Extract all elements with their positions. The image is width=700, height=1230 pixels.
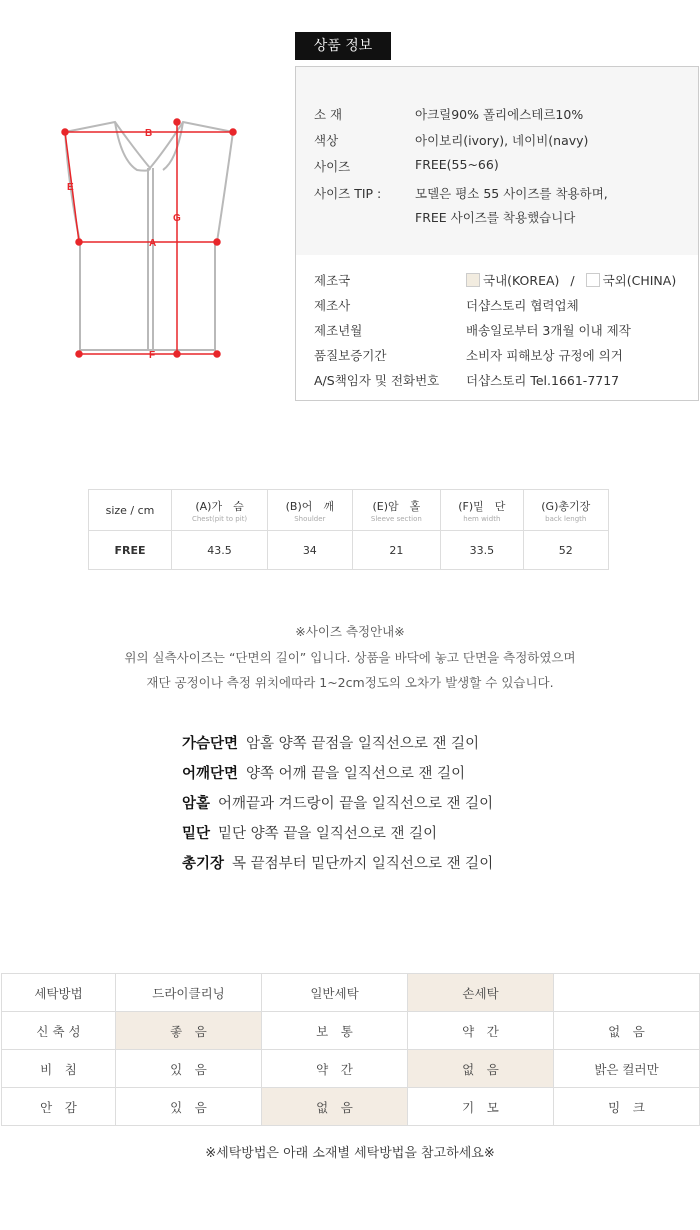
wash-cell: 보 통 — [262, 1012, 408, 1050]
size-value-length: 52 — [523, 531, 608, 570]
measure-note-title: ※사이즈 측정안내※ — [295, 624, 405, 639]
wash-cell: 안 감 — [2, 1088, 116, 1126]
definition-hem: 밑단 밑단 양쪽 끝을 일직선으로 잰 길이 — [182, 826, 438, 842]
wash-cell: 약 간 — [262, 1050, 408, 1088]
label-f: F — [149, 350, 156, 361]
wash-cell: 약 간 — [408, 1012, 554, 1050]
definition-shoulder: 어깨단면 양쪽 어깨 끝을 일직선으로 잰 길이 — [182, 766, 466, 782]
size-row-label: FREE — [89, 531, 172, 570]
color-label: 색상 — [314, 133, 339, 148]
definition-length: 총기장 목 끝점부터 밑단까지 일직선으로 잰 길이 — [182, 856, 494, 872]
wash-row-stretch — [2, 1012, 700, 1050]
size-tip-value: 모델은 평소 55 사이즈를 착용하며, — [415, 186, 608, 201]
country-separator: / — [570, 273, 575, 288]
size-table-header-row — [89, 490, 609, 531]
label-a: A — [149, 238, 157, 249]
warranty-label: 품질보증기간 — [314, 348, 387, 363]
wash-cell: 신 축 성 — [2, 1012, 116, 1050]
wash-cell: 밍 크 — [554, 1088, 700, 1126]
color-value: 아이보리(ivory), 네이비(navy) — [415, 133, 589, 148]
wash-cell-selected: 좋 음 — [116, 1012, 262, 1050]
wash-cell: 비 침 — [2, 1050, 116, 1088]
size-table — [88, 489, 609, 570]
wash-cell-selected: 없 음 — [262, 1088, 408, 1126]
wash-note: ※세탁방법은 아래 소재별 세탁방법을 참고하세요※ — [205, 1146, 495, 1161]
china-checkbox — [586, 273, 600, 287]
wash-row-sheer — [2, 1050, 700, 1088]
material-label: 소 재 — [314, 107, 343, 122]
measure-note-line2: 재단 공정이나 측정 위치에따라 1~2cm정도의 오차가 발생할 수 있습니다. — [146, 675, 554, 690]
size-value-chest: 43.5 — [172, 531, 268, 570]
label-b: B — [145, 128, 153, 139]
wash-cell-selected: 손세탁 — [408, 974, 554, 1012]
country-china: 국외(CHINA) — [602, 273, 677, 288]
label-e: E — [67, 182, 74, 193]
wash-cell: 있 음 — [116, 1088, 262, 1126]
maker-value: 더샵스토리 협력업체 — [466, 298, 579, 313]
size-tip-label: 사이즈 TIP : — [314, 186, 382, 201]
wash-cell: 세탁방법 — [2, 974, 116, 1012]
as-contact-label: A/S책임자 및 전화번호 — [314, 373, 440, 388]
size-value-hem: 33.5 — [441, 531, 523, 570]
korea-checkbox — [466, 273, 480, 287]
wash-cell: 기 모 — [408, 1088, 554, 1126]
size-label: 사이즈 — [314, 159, 351, 174]
size-value-shoulder: 34 — [268, 531, 352, 570]
definition-chest: 가슴단면 암홀 양쪽 끝점을 일직선으로 잰 길이 — [182, 736, 480, 752]
size-table-row — [89, 531, 609, 570]
wash-row-lining — [2, 1088, 700, 1126]
wash-row-method — [2, 974, 700, 1012]
product-info-title: 상품 정보 — [295, 32, 391, 60]
wash-cell — [554, 974, 700, 1012]
mfg-date-label: 제조년월 — [314, 323, 363, 338]
size-header-length: (G)총기장 back length — [523, 490, 608, 531]
wash-cell: 일반세탁 — [262, 974, 408, 1012]
garment-measure-diagram — [55, 110, 245, 365]
size-value-armhole: 21 — [352, 531, 441, 570]
wash-cell: 밝은 컬러만 — [554, 1050, 700, 1088]
size-header-shoulder: (B)어 깨 Shoulder — [268, 490, 352, 531]
material-value: 아크릴90% 폴리에스테르10% — [415, 107, 584, 122]
label-g: G — [173, 213, 181, 224]
wash-info-table — [1, 973, 700, 1126]
size-table-corner: size / cm — [89, 490, 172, 531]
wash-cell-selected: 없 음 — [408, 1050, 554, 1088]
country-value — [466, 271, 676, 289]
size-header-armhole: (E)암 홀 Sleeve section — [352, 490, 441, 531]
size-header-chest: (A)가 슴 Chest(pit to pit) — [172, 490, 268, 531]
size-value: FREE(55~66) — [415, 157, 499, 172]
size-header-hem: (F)밑 단 hem width — [441, 490, 523, 531]
warranty-value: 소비자 피해보상 규정에 의거 — [466, 348, 623, 363]
country-label: 제조국 — [314, 273, 351, 288]
wash-cell: 없 음 — [554, 1012, 700, 1050]
wash-cell: 있 음 — [116, 1050, 262, 1088]
mfg-date-value: 배송일로부터 3개월 이내 제작 — [466, 323, 631, 338]
as-contact-value: 더샵스토리 Tel.1661-7717 — [466, 373, 620, 388]
garment-outline — [65, 122, 233, 350]
maker-label: 제조사 — [314, 298, 351, 313]
size-tip-value-2: FREE 사이즈를 착용했습니다 — [415, 210, 576, 225]
definition-armhole: 암홀 어깨끝과 겨드랑이 끝을 일직선으로 잰 길이 — [182, 796, 494, 812]
measure-note-line1: 위의 실측사이즈는 “단면의 길이” 입니다. 상품을 바닥에 놓고 단면을 측정하였으며 — [124, 650, 576, 665]
country-korea: 국내(KOREA) — [483, 273, 560, 288]
wash-cell: 드라이클리닝 — [116, 974, 262, 1012]
